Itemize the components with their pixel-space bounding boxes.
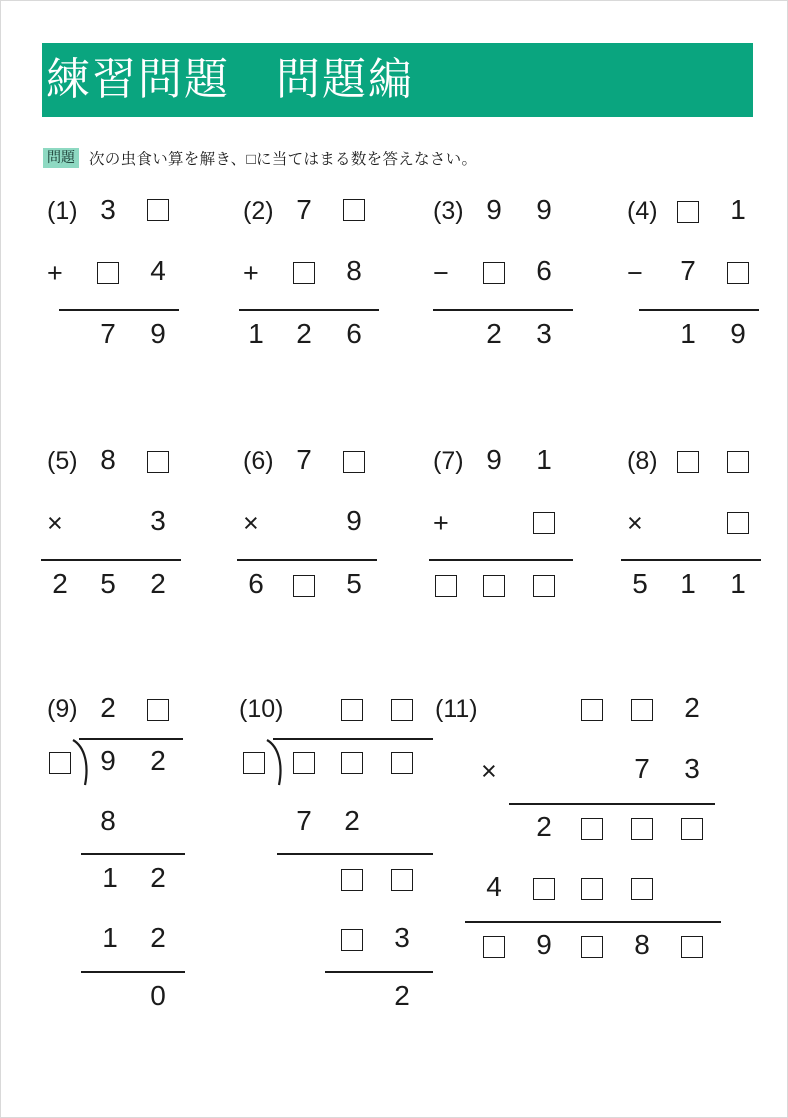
problem-5-operator: × [47, 508, 63, 538]
blank-box [677, 201, 699, 223]
problem-10-step4-rule [325, 971, 433, 973]
problem-11-r1c3 [627, 696, 657, 724]
problem-9-number: (9) [47, 695, 78, 723]
blank-box [483, 575, 505, 597]
problem-9-dividend-2: 2 [150, 745, 166, 776]
problem-8-r1c2 [673, 448, 703, 476]
problem-10-dividend-1 [289, 749, 319, 777]
blank-box [631, 699, 653, 721]
blank-box [483, 262, 505, 284]
page-title: 練習問題 問題編 [46, 55, 414, 104]
problem-6-r3c2 [289, 572, 319, 600]
problem-2-r2c2 [289, 259, 319, 287]
problem-10-step3-c2: 3 [394, 922, 410, 953]
problem-9-step4-rule [81, 971, 185, 973]
blank-box [293, 575, 315, 597]
problem-8-operator: × [627, 508, 643, 538]
problem-11-number: (11) [435, 695, 478, 723]
blank-box [483, 936, 505, 958]
problem-4-r1c2: 1 [730, 194, 746, 225]
blank-box [391, 869, 413, 891]
blank-box [581, 699, 603, 721]
problem-10-dividend-2 [337, 749, 367, 777]
blank-box [147, 699, 169, 721]
problem-7-number: (7) [433, 447, 464, 475]
problem-11-r5c4: 8 [634, 929, 650, 960]
blank-box [581, 878, 603, 900]
problem-4-r1c1 [673, 198, 703, 226]
status-badge: 問題 [43, 148, 79, 168]
problem-11-r3c2 [577, 815, 607, 843]
problem-1-rule [59, 309, 179, 311]
problem-11-r5c1 [479, 933, 509, 961]
problem-2-r3c2: 2 [296, 318, 312, 349]
problem-10-step2-rule [277, 853, 433, 855]
problem-6-r3c1: 6 [248, 568, 264, 599]
problem-11-r5c2: 9 [536, 929, 552, 960]
problem-11-r4c2 [529, 875, 559, 903]
problem-10-step2-c2 [387, 866, 417, 894]
problem-3-number: (3) [433, 197, 464, 225]
problem-3-r3c1: 2 [486, 318, 502, 349]
problem-3-r1c1: 9 [486, 194, 502, 225]
division-bracket-icon [265, 737, 289, 789]
problem-1-number: (1) [47, 197, 78, 225]
problem-10-step1-c2: 2 [344, 805, 360, 836]
problem-11-r5c5 [677, 933, 707, 961]
problem-8-r3c1: 5 [632, 568, 648, 599]
blank-box [435, 575, 457, 597]
problem-2-rule [239, 309, 379, 311]
problem-6-r1c2: 7 [296, 444, 312, 475]
problem-1-r1c2 [143, 196, 173, 224]
problem-2-number: (2) [243, 197, 274, 225]
problem-10-quotient-1 [337, 696, 367, 724]
problem-7-r2c3 [529, 509, 559, 537]
blank-box [677, 451, 699, 473]
problem-9-step4-c1: 0 [150, 980, 166, 1011]
problem-5-rule [41, 559, 181, 561]
problem-11-r4c4 [627, 875, 657, 903]
problem-10-step2-c1 [337, 866, 367, 894]
blank-box [341, 929, 363, 951]
problem-9-quotient-2 [143, 696, 173, 724]
problem-8-r1c3 [723, 448, 753, 476]
title-banner [42, 43, 753, 117]
problem-8-rule [621, 559, 761, 561]
blank-box [727, 451, 749, 473]
problem-11-operator: × [481, 756, 497, 786]
blank-box [147, 451, 169, 473]
problem-11-r4c1: 4 [486, 871, 502, 902]
problem-10-step4-c1: 2 [394, 980, 410, 1011]
problem-11-r2c4: 3 [684, 753, 700, 784]
problem-4-r3c2: 9 [730, 318, 746, 349]
problem-7-r3c2 [479, 572, 509, 600]
problem-6-r1c3 [339, 448, 369, 476]
problem-7-r1c3: 1 [536, 444, 552, 475]
problem-3-rule [433, 309, 573, 311]
blank-box [727, 512, 749, 534]
problem-5-number: (5) [47, 447, 78, 475]
problem-4-r2c2 [723, 259, 753, 287]
problem-2-r1c2: 7 [296, 194, 312, 225]
problem-8-r3c3: 1 [730, 568, 746, 599]
problem-11-r3c1: 2 [536, 811, 552, 842]
problem-4-rule [639, 309, 759, 311]
problem-6-r2c3: 9 [346, 505, 362, 536]
blank-box [341, 869, 363, 891]
problem-5-r3c1: 2 [52, 568, 68, 599]
problem-8-r3c2: 1 [680, 568, 696, 599]
problem-1-r3c2: 9 [150, 318, 166, 349]
blank-box [533, 512, 555, 534]
problem-7-r1c2: 9 [486, 444, 502, 475]
problem-2-r3c1: 1 [248, 318, 264, 349]
division-bracket-icon [71, 737, 95, 789]
problem-9-dividend-1: 9 [100, 745, 116, 776]
problem-10-quotient-2 [387, 696, 417, 724]
blank-box [243, 752, 265, 774]
problem-11-r1c2 [577, 696, 607, 724]
problem-6-number: (6) [243, 447, 274, 475]
problem-3-r2c2: 6 [536, 255, 552, 286]
blank-box [341, 699, 363, 721]
blank-box [581, 936, 603, 958]
problem-2-r2c3: 8 [346, 255, 362, 286]
problem-3-r1c2: 9 [536, 194, 552, 225]
problem-9-step2-c2: 2 [150, 862, 166, 893]
problem-5-r1c2: 8 [100, 444, 116, 475]
problem-5-r1c3 [143, 448, 173, 476]
problem-2-r1c3 [339, 196, 369, 224]
problem-5-r3c3: 2 [150, 568, 166, 599]
problem-9-step3-c1: 1 [102, 922, 118, 953]
problem-1-r1c1: 3 [100, 194, 116, 225]
problem-11-r3c3 [627, 815, 657, 843]
problem-9-quotient-1: 2 [100, 692, 116, 723]
problem-9-step3-c2: 2 [150, 922, 166, 953]
problem-1-r2c1 [93, 259, 123, 287]
problem-9-step2-rule [81, 853, 185, 855]
problem-8-r2c3 [723, 509, 753, 537]
blank-box [391, 752, 413, 774]
problem-11-r4c3 [577, 875, 607, 903]
problem-1-r2c2: 4 [150, 255, 166, 286]
blank-box [681, 818, 703, 840]
problem-6-r3c3: 5 [346, 568, 362, 599]
problem-7-operator: + [433, 508, 449, 538]
problem-11-rule-1 [509, 803, 715, 805]
problem-7-r3c1 [431, 572, 461, 600]
blank-box [343, 199, 365, 221]
blank-box [631, 878, 653, 900]
problem-1-operator: + [47, 258, 63, 288]
problem-10-number: (10) [239, 695, 284, 723]
problem-11-r2c3: 7 [634, 753, 650, 784]
problem-7-r3c3 [529, 572, 559, 600]
problem-3-operator: − [433, 258, 449, 288]
problem-2-operator: + [243, 258, 259, 288]
blank-box [293, 262, 315, 284]
blank-box [293, 752, 315, 774]
problem-6-operator: × [243, 508, 259, 538]
blank-box [341, 752, 363, 774]
blank-box [97, 262, 119, 284]
blank-box [391, 699, 413, 721]
blank-box [581, 818, 603, 840]
problem-4-operator: − [627, 258, 643, 288]
problem-11-rule-2 [465, 921, 721, 923]
blank-box [533, 575, 555, 597]
instruction-text: 次の虫食い算を解き、□に当てはまる数を答えなさい。 [89, 151, 478, 168]
problem-4-number: (4) [627, 197, 658, 225]
blank-box [681, 936, 703, 958]
problem-6-rule [237, 559, 377, 561]
problem-9-dividend-rule [79, 738, 183, 740]
problem-11-r5c3 [577, 933, 607, 961]
problem-10-step1-c1: 7 [296, 805, 312, 836]
problem-11-r3c4 [677, 815, 707, 843]
problem-10-dividend-rule [273, 738, 433, 740]
problem-4-r2c1: 7 [680, 255, 696, 286]
problem-8-number: (8) [627, 447, 658, 475]
blank-box [631, 818, 653, 840]
problem-3-r3c2: 3 [536, 318, 552, 349]
problem-2-r3c3: 6 [346, 318, 362, 349]
problem-11-r1c4: 2 [684, 692, 700, 723]
blank-box [49, 752, 71, 774]
problem-4-r3c1: 1 [680, 318, 696, 349]
instruction-row [43, 147, 477, 169]
problem-5-r2c3: 3 [150, 505, 166, 536]
problem-9-step1-c1: 8 [100, 805, 116, 836]
problem-7-rule [429, 559, 573, 561]
problem-10-step3-c1 [337, 926, 367, 954]
blank-box [533, 878, 555, 900]
problem-5-r3c2: 5 [100, 568, 116, 599]
problem-1-r3c1: 7 [100, 318, 116, 349]
blank-box [147, 199, 169, 221]
blank-box [343, 451, 365, 473]
problem-3-r2c1 [479, 259, 509, 287]
problem-10-dividend-3 [387, 749, 417, 777]
problem-9-step2-c1: 1 [102, 862, 118, 893]
blank-box [727, 262, 749, 284]
